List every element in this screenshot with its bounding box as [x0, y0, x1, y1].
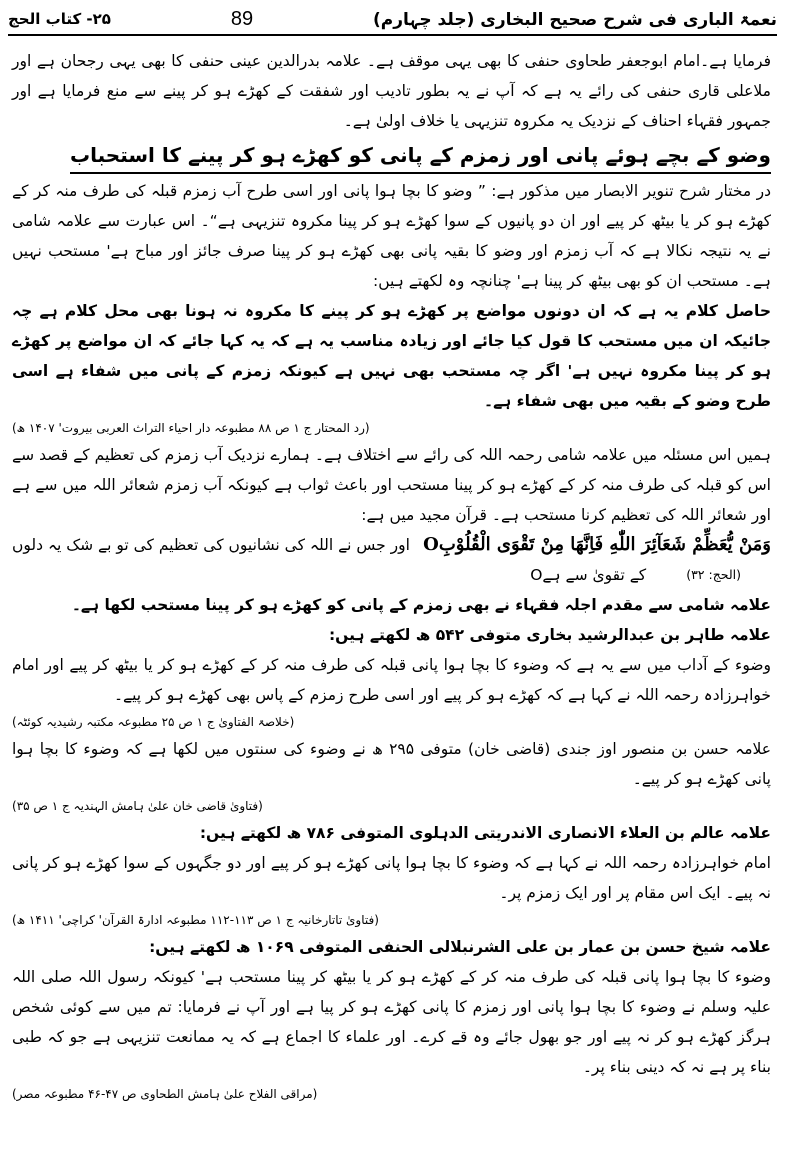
page-header: [8, 4, 777, 36]
paragraph-durr-mukhtar: در مختار شرح تنویر الابصار میں مذکور ہے: ” وضو کا بچا ہوا پانی اور اسی طرح آب زمزم قبلہ کی طرف منہ کر کے کھڑے ہو کر یا بیٹھ کر پیے اور ان دو پانیوں کے سوا کھڑے ہو کر پینا مکروہ تنزیہی ہے“۔ اس عبارت سے علامہ شامی نے یہ نتیجہ نکالا ہے کہ آب زمزم اور وضو کا بقیہ پانی بھی کھڑے ہو کر پینا صرف جائز اور مباح ہے' مستحب نہیں ہے۔ مستحب ان کو بھی بیٹھ کر پینا ہے' چنانچہ وہ لکھتے ہیں:: [12, 182, 771, 290]
quran-translation-row: [12, 560, 771, 590]
paragraph-wudu-adab: وضوء کے آداب میں سے یہ ہے کہ وضوء کا بچا ہوا پانی قبلہ کی طرف منہ کر کے کھڑے ہو کر یا بیٹھ کر پیے اور امام خواہرزادہ رحمہ اللہ نے کہا ہے کہ کھڑے ہو کر پیے اور اسی طرح زمزم کے پاس بھی کھڑے ہو کر پیے۔: [12, 656, 771, 704]
reference-tatarkhaniya: (فتاویٰ تاتارخانیہ ج ۱ ص ۱۱۳-۱۱۲ مطبوعہ ادارۃ القرآن' کراچی' ۱۴۱۱ ھ): [12, 913, 379, 927]
paragraph-alim-bin-ala: علامہ عالم بن العلاء الانصاری الاندریتی الدہلوی المتوفی ۷۸۶ ھ لکھتے ہیں:: [199, 824, 771, 842]
paragraph-earlier-jurists: علامہ شامی سے مقدم اجلہ فقہاء نے بھی زمزم کے پانی کو کھڑے ہو کر پینا مستحب لکھا ہے۔: [71, 596, 771, 614]
paragraph-qazi-khan: علامہ حسن بن منصور اوز جندی (قاضی خان) متوفی ۲۹۵ ھ نے وضوء کی سنتوں میں لکھا ہے کہ وضوء کا بچا ہوا پانی کھڑے ہو کر پیے۔: [12, 740, 772, 788]
page-body: [12, 46, 771, 1145]
page-number: 89: [230, 7, 254, 30]
paragraph-intro: فرمایا ہے۔امام ابوجعفر طحاوی حنفی کا بھی یہی موقف ہے۔ علامہ بدرالدین عینی حنفی کا بھی یہی رجحان ہے اور ملاعلی قاری حنفی کی رائے یہ ہے کہ آپ نے یہ بطور تادیب اور شفقت کے کھڑے ہو کر پینے سے منع فرمایا ہے اور جمہور فقہاء احناف کے نزدیک یہ مکروہ تنزیہی یا خلاف اولیٰ ہے۔: [12, 52, 771, 130]
book-title: نعمۃ الباری فی شرح صحیح البخاری (جلد چہارم): [373, 9, 777, 30]
quran-translation-line2: کے تقویٰ سے ہےO: [530, 566, 647, 584]
reference-qazi-khan: (فتاویٰ قاضی خان علیٰ ہامش الہندیہ ج ۱ ص ۳۵): [12, 799, 263, 813]
quran-reference: (الحج: ۳۲): [686, 567, 741, 582]
paragraph-author-view: ہمیں اس مسئلہ میں علامہ شامی رحمہ اللہ کی رائے سے اختلاف ہے۔ ہمارے نزدیک آب زمزم کی تعظیم کے قصد سے اس کو قبلہ کی طرف منہ کر کے کھڑے ہو کر پینا مستحب اور باعث ثواب ہے کیونکہ آب زمزم شعائر اللہ میں سے ہے اور شعائر اللہ کی تعظیم کرنا مستحب ہے۔ قرآن مجید میں ہے:: [12, 446, 771, 524]
section-heading: وضو کے بچے ہوئے پانی اور زمزم کے پانی کو کھڑے ہو کر پینے کا استحباب: [70, 138, 771, 174]
paragraph-shurunbulali: علامہ شیخ حسن بن عمار بن علی الشرنبلالی الحنفی المتوفی ۱۰۶۹ ھ لکھتے ہیں:: [149, 938, 771, 956]
reference-khulasa: (خلاصۃ الفتاویٰ ج ۱ ص ۲۵ مطبوعہ مکتبہ رشیدیہ کوئٹہ): [12, 715, 295, 729]
chapter-label: ۲۵- کتاب الحج: [8, 10, 111, 28]
quran-translation-line1: اور جس نے اللہ کی نشانیوں کی تعظیم کی تو بے شک یہ دلوں: [12, 536, 410, 554]
paragraph-maraqi: وضوء کا بچا ہوا پانی قبلہ کی طرف منہ کر کے کھڑے ہو کر یا بیٹھ کر پینا مستحب ہے' کیونکہ رسول اللہ صلی اللہ علیہ وسلم نے وضوء کا بچا ہوا پانی اور زمزم کا پانی کھڑے ہو کر پیا ہے اور آپ نے فرمایا: تم میں سے کوئی شخص ہرگز کھڑے ہو کر نہ پیے اور جو بھول جائے وہ قے کرے۔ اور علماء کا اجماع ہے کہ یہ ممانعت تنزیہی ہے جو کہ طبی بناء پر ہے نہ کہ دینی بناء پر۔: [12, 968, 771, 1076]
quran-verse-arabic: وَمَنْ يُّعَظِّمْ شَعَآئِرَ اللّٰهِ فَاِنَّهَا مِنْ تَقْوَى الْقُلُوْبِO: [423, 534, 771, 555]
reference-radd-al-muhtar: (رد المحتار ج ۱ ص ۸۸ مطبوعہ دار احیاء التراث العربی بیروت' ۱۴۰۷ ھ): [12, 421, 370, 435]
paragraph-shami-quote: حاصل کلام یہ ہے کہ ان دونوں مواضع پر کھڑے ہو کر پینے کا مکروہ نہ ہونا بھی محل کلام ہے چہ جائیکہ ان میں مستحب کا قول کیا جائے اور زیادہ مناسب یہ ہے کہ یہ کہا جائے کہ ان مواضع پر کھڑے ہو کر پینا مکروہ نہیں ہے' اگر چہ مستحب بھی نہیں ہے کیونکہ زمزم کے پانی میں شفاء ہے اسی طرح وضو کے بقیہ میں بھی شفاء ہے۔: [12, 302, 771, 410]
paragraph-khwaharzada: امام خواہرزادہ رحمہ اللہ نے کہا ہے کہ وضوء کا بچا ہوا پانی کھڑے ہو کر پیے اور دو جگہوں کے سوا کھڑے ہو کر پانی نہ پیے۔ ایک اس مقام پر اور ایک زمزم پر۔: [12, 854, 771, 902]
reference-maraqi-al-falah: (مراقی الفلاح علیٰ ہامش الطحاوی ص ۴۷-۴۶ مطبوعہ مصر): [12, 1087, 318, 1101]
paragraph-tahir-bukhari: علامہ طاہر بن عبدالرشید بخاری متوفی ۵۴۲ ھ لکھتے ہیں:: [328, 626, 771, 644]
quran-verse-row: [12, 530, 771, 560]
